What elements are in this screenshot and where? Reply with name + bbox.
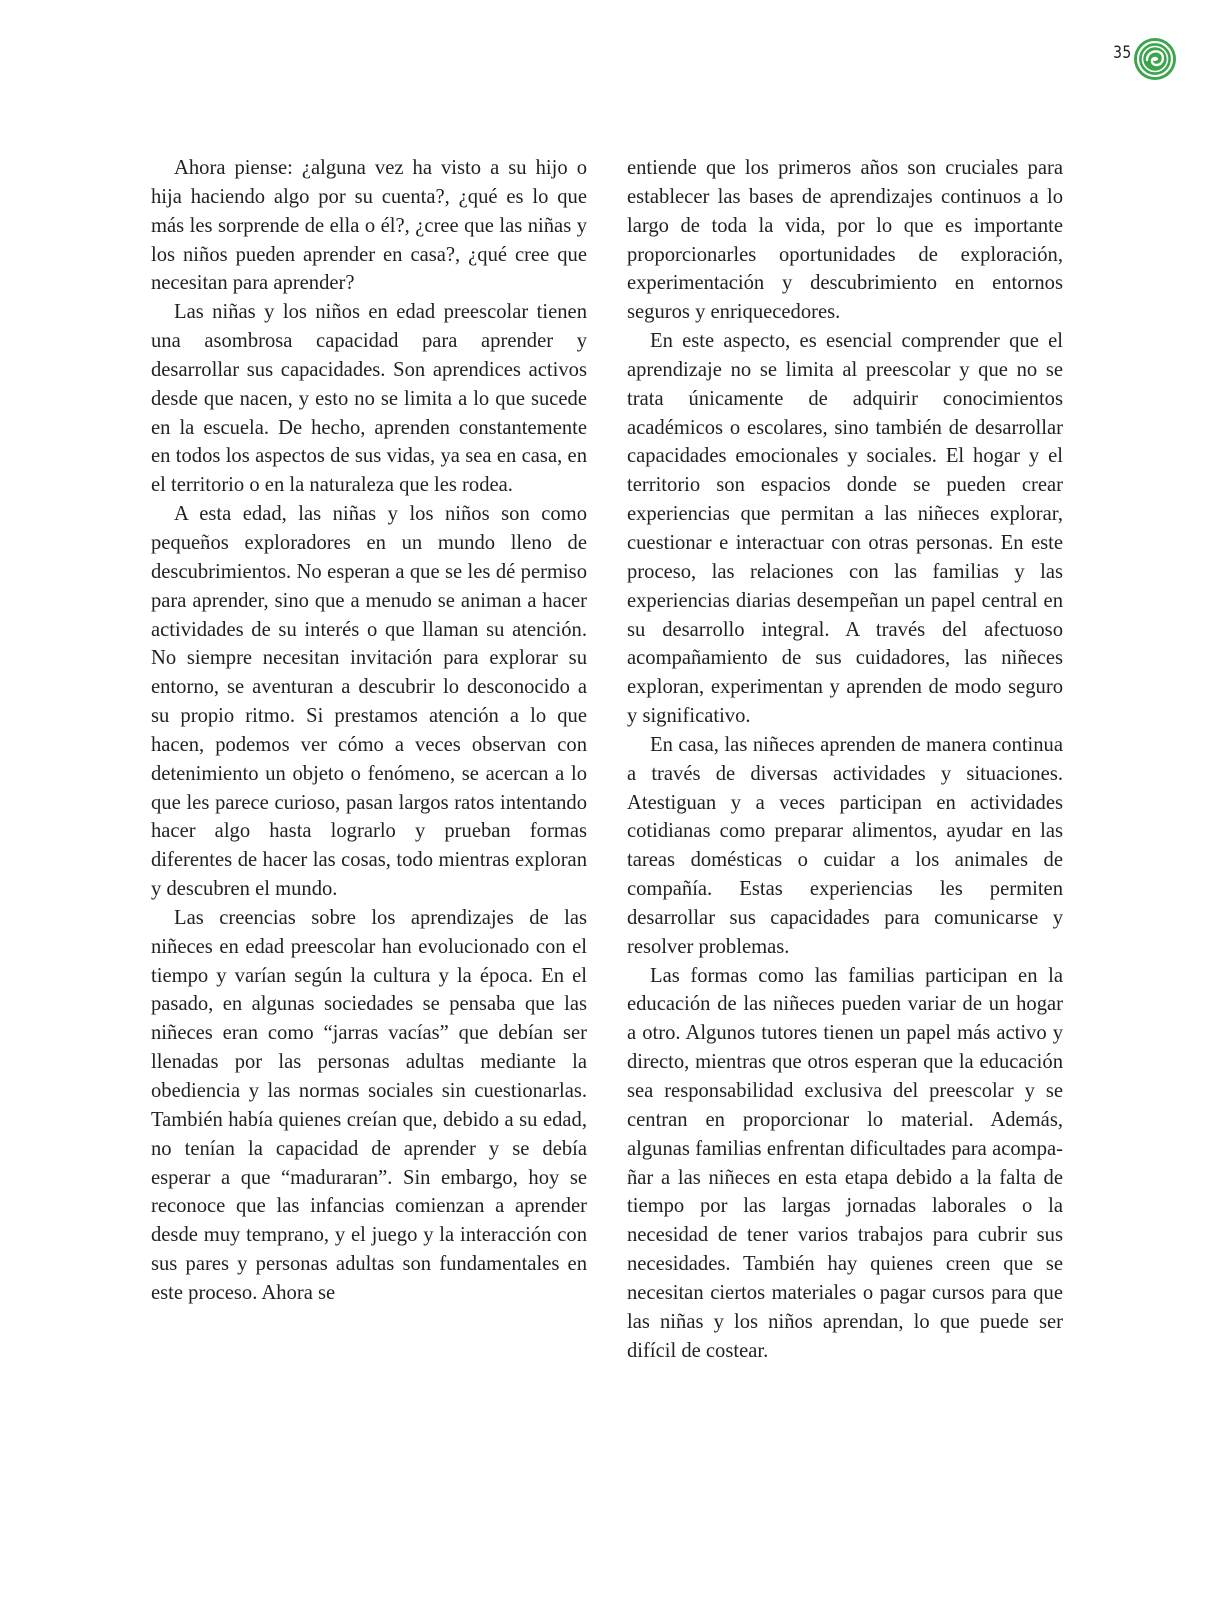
paragraph: Las niñas y los niños en edad preescolar tienen una asombrosa capacidad para aprender y desarrollar sus capacidades. Son aprendices activos desde que nacen, y esto no se limita a lo que sucede en la escuela. De hecho, aprenden constantemente en todos los aspectos de sus vidas, ya sea en casa, en el territorio o en la naturaleza que les rodea. [151,301,587,497]
paragraph: A esta edad, las niñas y los niños son como pequeños exploradores en un mundo lleno de descubrimientos. No esperan a que se les dé permiso para aprender, sino que a menudo se animan a hacer actividades de su interés o que llaman su atención. No siempre necesitan invitación para explorar su entorno, se aventuran a descubrir lo desconocido a su propio ritmo. Si prestamos atención a lo que hacen, podemos ver cómo a veces observan con detenimiento un objeto o fenómeno, se acercan a lo que les parece curioso, pasan largos ratos intentando hacer algo hasta lograrlo y prueban formas diferentes de hacer las cosas, todo mientras exploran y descubren el mundo. [151,503,587,901]
green-spiral-logo-icon [1132,36,1178,82]
paragraph: En casa, las niñeces aprenden de manera continua a través de diversas actividades y situaciones. Atestiguan y a veces participan en actividades cotidianas como preparar alimentos, ayudar en las tareas domésticas o cuidar a los animales de compañía. Estas experiencias les permiten desarrollar sus capacidades para comunicarse y resolver problemas. [627,733,1063,958]
paragraph: En este aspecto, es esencial comprender que el aprendizaje no se limita al preescolar y que no se trata únicamente de adquirir conocimientos académicos o escolares, sino también de desarrollar capacidades emocionales y sociales. El hogar y el territorio son espacios donde se pueden crear experiencias que permitan a las niñeces explorar, cuestionar e interactuar con otras personas. En este proceso, las relaciones con las familias y las experiencias diarias desempeñan un papel central en su desarrollo integral. A través del afectuoso acompañamiento de sus cuidadores, las niñeces exploran, experimentan y aprenden de modo seguro y significativo. [627,330,1063,728]
text-column-right [627,154,1063,1365]
paragraph: Las formas como las familias participan en la educación de las niñeces pueden variar de un hogar a otro. Algunos tutores tienen un papel más activo y directo, mientras que otros esperan que la educación sea responsabilidad exclusiva del preescolar y se centran en proporcionar lo material. Además, algunas familias enfrentan dificultades para acompañar a las niñeces en esta etapa debido a la falta de tiempo por las largas jornadas laborales o la necesidad de tener varios trabajos para cubrir sus necesidades. También hay quienes creen que se necesitan ciertos materiales o pagar cursos para que las niñas y los niños aprendan, lo que puede ser difícil de costear. [627,964,1063,1362]
paragraph: Ahora piense: ¿alguna vez ha visto a su hijo o hija haciendo algo por su cuenta?, ¿qué es lo que más les sorprende de ella o él?, ¿cree que las niñas y los niños pueden aprender en casa?, ¿qué cree que necesitan para aprender? [151,157,587,295]
paragraph-continued: entiende que los primeros años son cruciales para establecer las bases de aprendizajes continuos a lo largo de toda la vida, por lo que es importante proporcionarles oportunidades de exploración, experimentación y descubrimiento en entornos seguros y enriquecedores. [627,157,1063,324]
text-column-left [151,154,587,1308]
page-number: 35 [1113,43,1132,63]
paragraph: Las creencias sobre los aprendizajes de las niñeces en edad preescolar han evolucionado con el tiempo y varían según la cultura y la época. En el pasado, en algunas sociedades se pensaba que las niñeces eran como “jarras vacías” que debían ser llenadas por las personas adultas mediante la obediencia y las normas sociales sin cuestionarlas. También había quienes creían que, debido a su edad, no tenían la capacidad de aprender y se debía esperar a que “maduraran”. Sin embargo, hoy se reconoce que las infancias comienzan a aprender desde muy temprano, y el juego y la interacción con sus pares y personas adultas son fundamentales en este proceso. Ahora se [151,906,587,1304]
